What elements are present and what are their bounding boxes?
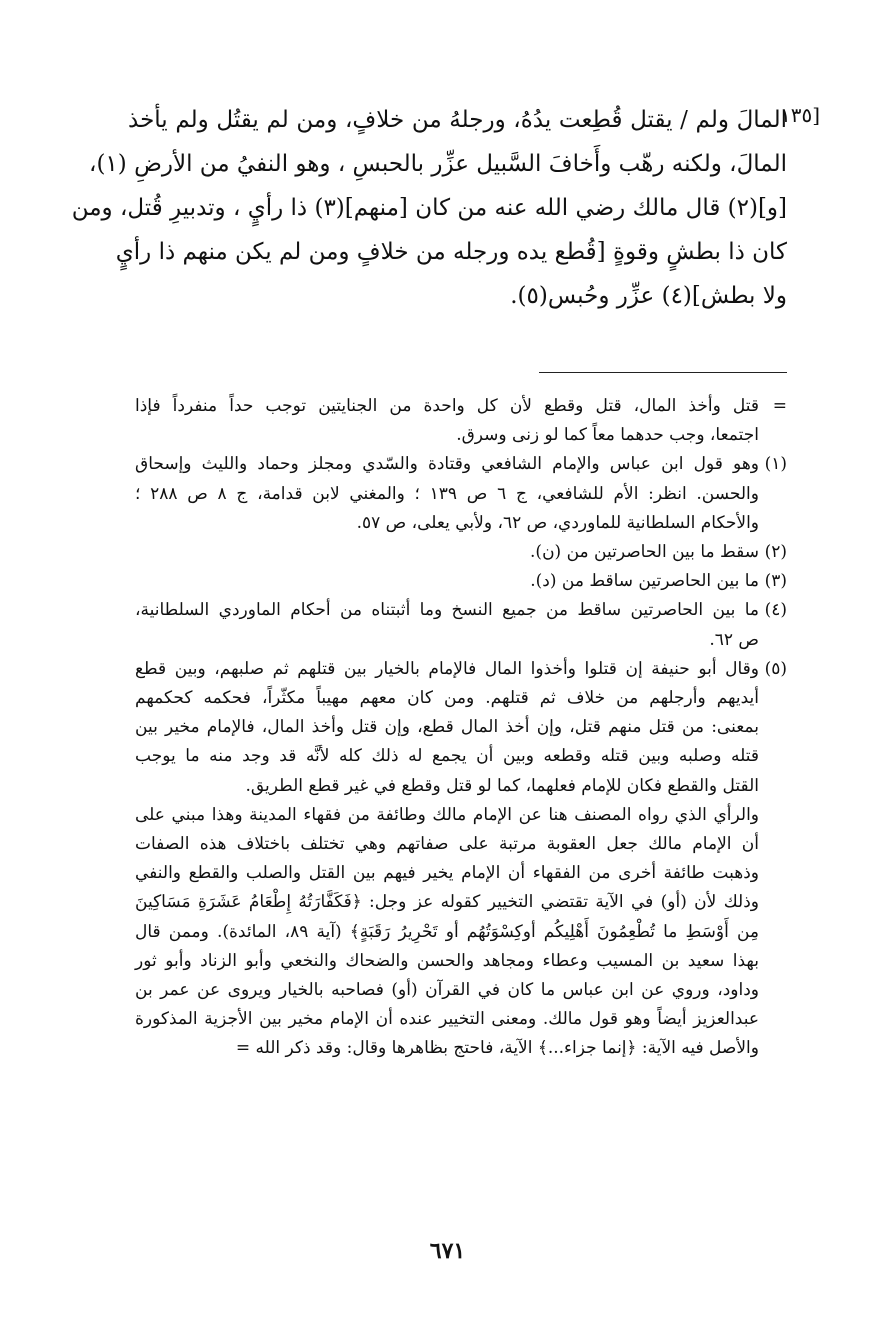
page-number: ٦٧١	[429, 1238, 466, 1264]
footnote-line: والحسن. انظر: الأم للشافعي، ج ٦ ص ١٣٩ ؛ والمغني لابن قدامة، ج ٨ ص ٢٨٨ ؛	[135, 483, 759, 504]
footnote-line: أيديهم وأرجلهم من خلاف ثم قتلهم. ومن كان معهم مهيباً مكثّراً، فحكمه كحكمهم	[135, 688, 759, 709]
footnote	[135, 567, 787, 596]
footnote-separator-rule	[539, 372, 787, 373]
footnote-line: عبدالعزيز أيضاً وهو قول مالك. ومعنى التخيير عنده أن الإمام مخير بين الأجزية المذكورة	[135, 1009, 759, 1030]
footnote-line: بمعنى: من قتل منهم قتل، وإن أخذ المال قطع، وإن قتل وأخذ المال، فالإمام مخير بين	[135, 717, 759, 738]
footnote-marker: (٥)	[764, 658, 787, 679]
main-text-line: المالَ ولم / يقتل قُطِعت يدُهُ، ورجلهُ من خلافٍ، ومن لم يقتُل ولم يأخذ	[128, 107, 787, 133]
footnote-line: وقال أبو حنيفة إن قتلوا وأخذوا المال فالإمام بالخيار بين قتلهم ثم صلبهم، وبين قطع	[135, 658, 759, 679]
main-text-line: المالَ، ولكنه رهّب وأَخافَ السَّبيل عزِّر بالحبسِ ، وهو النفيُ من الأرضِ (١)،	[89, 151, 787, 177]
footnote-line: اجتمعا، وجب حدهما معاً كما لو زنى وسرق.	[456, 425, 759, 446]
footnote-line: ما بين الحاصرتين ساقط من جميع النسخ وما أثبتناه من أحكام الماوردي السلطانية،	[135, 600, 759, 621]
footnote-line: ص ٦٢.	[709, 629, 759, 650]
main-text-line: [و](٢) قال مالك رضي الله عنه من كان [منهم](٣) ذا رأيٍ ، وتدبيرِ قُتل، ومن	[71, 195, 787, 221]
footnote	[135, 596, 787, 654]
footnote	[135, 450, 787, 538]
footnote-line: سقط ما بين الحاصرتين من (ن).	[530, 542, 759, 563]
main-text-line: ولا بطش](٤) عزِّر وحُبس(٥).	[510, 283, 787, 309]
footnote-line: قتله وصلبه وبين قتله وقطعه وبين أن يجمع له ذلك كله لأنَّه قد وجد منه ما يوجب	[135, 746, 759, 767]
footnote	[135, 801, 787, 1064]
footnote	[135, 655, 787, 801]
footnote-line: ما بين الحاصرتين ساقط من (د).	[530, 571, 759, 592]
footnotes-block	[135, 392, 787, 1064]
main-text-block	[71, 98, 787, 318]
footnote-line: وذلك لأن (أو) في الآية تقتضي التخيير كقوله عز وجل: ﴿فَكَفَّارَتُهُ إِطْعَامُ عَشَرَةِ مَسَاكِينَ	[135, 892, 759, 913]
footnote-line: والأحكام السلطانية للماوردي، ص ٦٢، ولأبي يعلى، ص ٥٧.	[356, 512, 759, 533]
footnote-line: والرأي الذي رواه المصنف هنا عن الإمام مالك وطائفة من فقهاء المدينة وهذا مبني على	[135, 804, 759, 825]
main-text-line: كان ذا بطشٍ وقوةٍ [قُطع يده ورجله من خلافٍ ومن لم يكن منهم ذا رأيٍ	[115, 239, 787, 265]
page-reference-marker: [١٣٥	[779, 103, 820, 127]
footnote-line: وهو قول ابن عباس والإمام الشافعي وقتادة والسّدي ومجلز وحماد والليث وإسحاق	[135, 454, 759, 475]
footnote-marker: (٣)	[764, 571, 787, 592]
footnote-line: قتل وأخذ المال، قتل وقطع لأن كل واحدة من الجنايتين توجب حداً منفرداً فإذا	[135, 396, 759, 416]
footnote-line: أن الإمام مالك جعل العقوبة مرتبة على صفاتهم وهي تختلف باختلاف هذه الصفات	[135, 834, 759, 855]
footnote-line: وداود، وروي عن ابن عباس ما كان في القرآن (أو) فصاحبه بالخيار ويروى عن عمر بن	[135, 980, 759, 1001]
footnote-line: وذهبت طائفة أخرى من الفقهاء أن الإمام يخير فيهم بين القتل والصلب والقطع والنفي	[135, 863, 759, 884]
footnote-line: مِن أَوْسَطِ ما تُطْعِمُونَ أَهْلِيكُم أوكِسْوَتُهُم أو تَحْرِيرُ رَقَبَةٍ﴾ (آية ٨٩، المائدة). وممن قال	[135, 921, 760, 942]
footnote	[135, 392, 787, 450]
footnote-marker: =	[772, 396, 787, 416]
footnote-line: بهذا سعيد بن المسيب وعطاء ومجاهد والحسن والضحاك والنخعي وأبو الزناد وأبو ثور	[135, 950, 759, 971]
footnote-line: القتل والقطع فكان للإمام فعلهما، كما لو قتل وقطع في غير قطع الطريق.	[245, 775, 759, 796]
footnote	[135, 538, 787, 567]
footnote-marker: (٤)	[764, 600, 787, 621]
footnote-line: والأصل فيه الآية: ﴿إنما جزاء...﴾ الآية، فاحتج بظاهرها وقال: وقد ذكر الله =	[235, 1038, 759, 1059]
footnote-marker: (١)	[764, 454, 787, 475]
footnote-marker: (٢)	[764, 542, 787, 563]
